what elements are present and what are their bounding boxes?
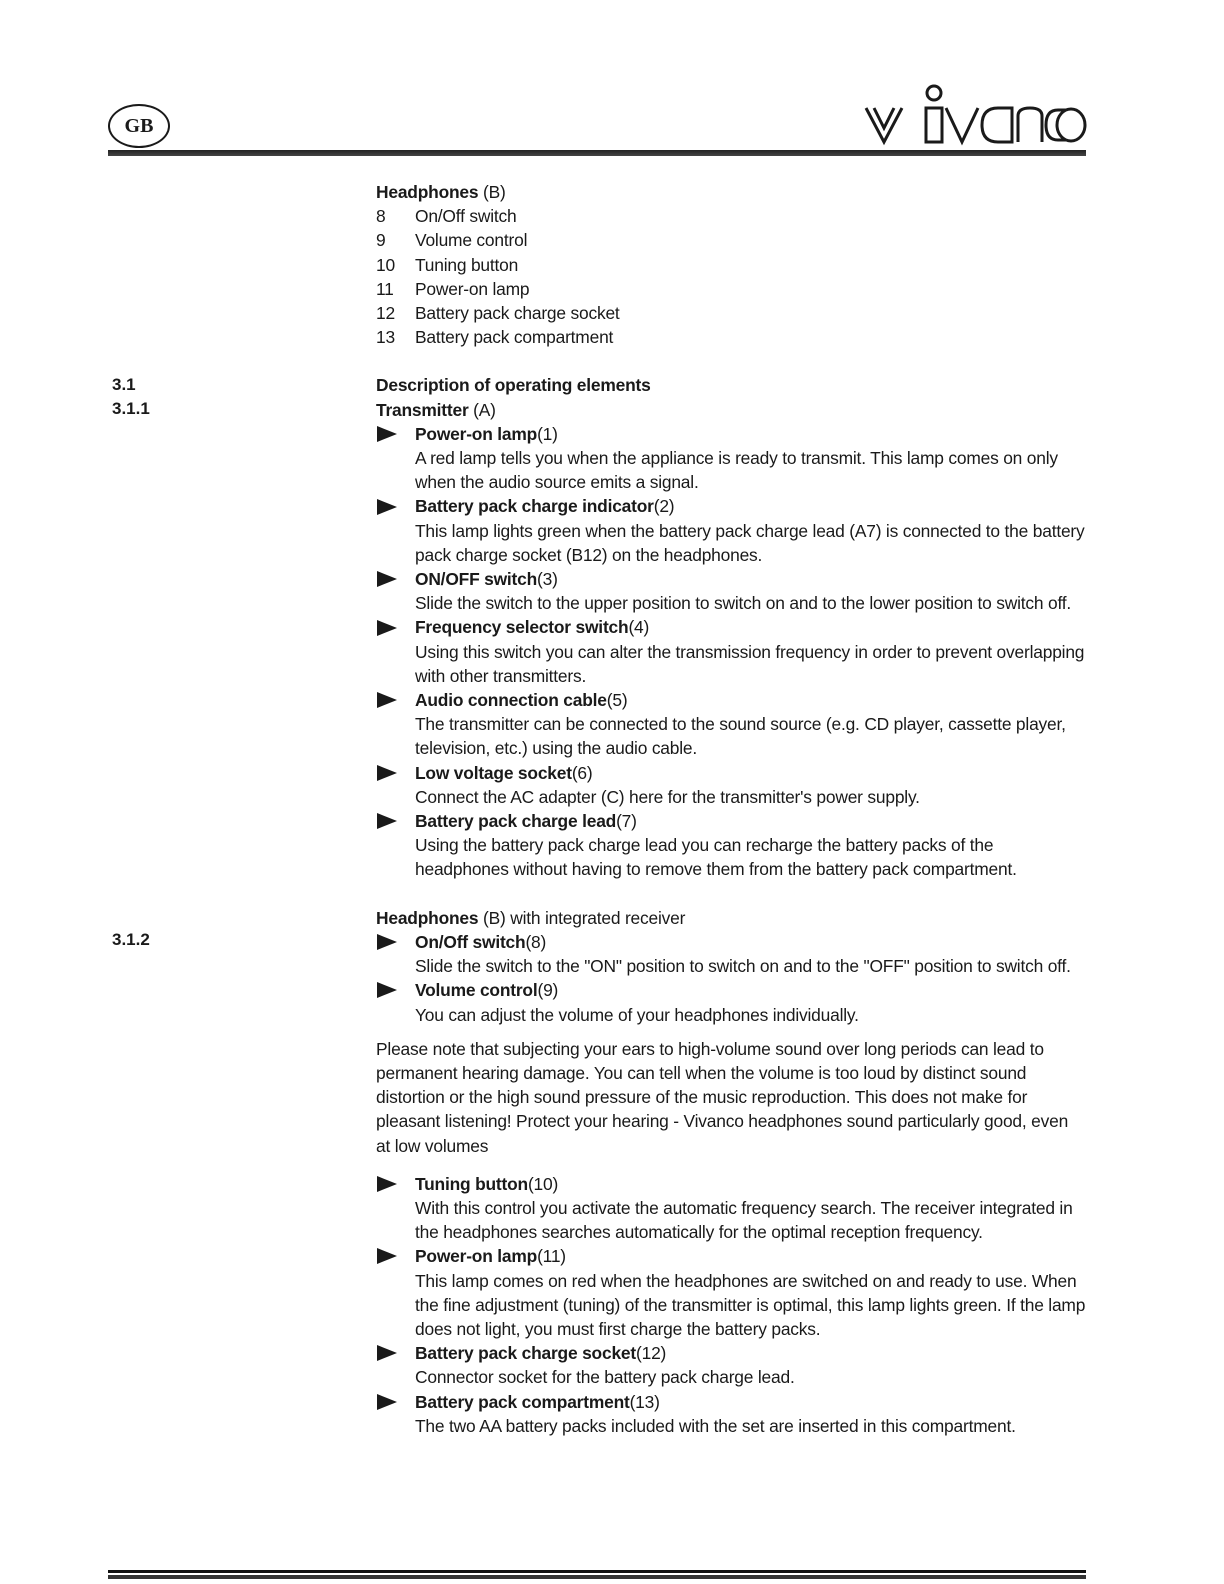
section-number-3-1: 3.1 [112,375,136,394]
entry-ref: (5) [606,690,628,711]
entry-description: Connector socket for the battery pack charge lead. [415,1367,795,1388]
headphones-entries-a [376,930,1086,1027]
entry-ref: (2) [653,496,675,517]
entry-description: Connect the AC adapter (C) here for the transmitter's power supply. [415,786,920,807]
content-column [376,180,1086,1438]
hearing-note: Please note that subjecting your ears to high-volume sound over long periods can lead to permanent hearing damage. You can tell when the volume is too loud by distinct sound distortion or the high sound pressure of the music reproduction. This does not make for pleasant listening! Protect your hearing - Vivanco headphones sound particularly good, even at low volumes [376,1038,1069,1156]
parts-list-item [376,277,1086,301]
element-entry [376,615,1086,688]
entry-heading [376,688,1086,712]
entry-heading [376,567,1086,591]
parts-list-number: 8 [376,206,386,227]
parts-list-number: 9 [376,230,386,251]
parts-list-label: Power-on lamp [415,278,530,299]
arrow-bullet-icon [376,1393,415,1411]
element-entry [376,688,1086,761]
section-title-3-1-1: Transmitter (A) [376,399,496,420]
entry-heading [376,978,1086,1002]
entry-heading [376,494,1086,518]
section-number-3-1-1: 3.1.1 [112,399,150,418]
entry-heading [376,1172,1086,1196]
entry-heading [376,1390,1086,1414]
element-entry [376,1341,1086,1389]
parts-list-item [376,325,1086,349]
entry-ref: (9) [537,980,559,1001]
parts-list-item [376,301,1086,325]
parts-list-number: 11 [376,278,394,299]
entry-ref: (4) [628,617,650,638]
element-entry [376,494,1086,567]
arrow-bullet-icon [376,764,415,782]
header-rule [108,150,1086,156]
entry-title: Tuning button [415,1173,528,1194]
entry-heading [376,615,1086,639]
entry-heading [376,1244,1086,1268]
element-entry [376,1172,1086,1245]
parts-list-label: Battery pack charge socket [415,303,620,324]
brand-logo [864,80,1088,150]
entry-title: Battery pack charge socket [415,1343,636,1364]
entry-heading [376,809,1086,833]
parts-list-label: Battery pack compartment [415,327,614,348]
entry-ref: (11) [537,1246,566,1267]
entry-title: Frequency selector switch [415,617,629,638]
entry-ref: (8) [525,931,547,952]
entry-ref: (13) [629,1391,660,1412]
arrow-bullet-icon [376,570,415,588]
arrow-bullet-icon [376,498,415,516]
arrow-bullet-icon [376,1175,415,1193]
parts-list-number: 12 [376,303,395,324]
entry-ref: (7) [616,811,637,832]
entry-ref: (12) [636,1343,667,1364]
arrow-bullet-icon [376,619,415,637]
element-entry [376,1244,1086,1341]
entry-ref: (3) [537,569,558,590]
entry-description: Slide the switch to the "ON" position to switch on and to the "OFF" position to switch off. [415,956,1071,977]
element-entry [376,567,1086,615]
entry-ref: (1) [537,423,558,444]
parts-list-number: 10 [376,254,395,275]
footer-rule [108,1570,1086,1579]
entry-description: This lamp comes on red when the headphones are switched on and ready to use. When the fine adjustment (tuning) of the transmitter is optimal, this lamp lights green. If the lamp does not light, you must first charge the battery packs. [415,1270,1086,1339]
arrow-bullet-icon [376,691,415,709]
element-entry [376,978,1086,1026]
entry-title: On/Off switch [415,931,526,952]
entry-description: The two AA battery packs included with the set are inserted in this compartment. [415,1415,1016,1436]
arrow-bullet-icon [376,981,415,999]
entry-description: A red lamp tells you when the appliance is ready to transmit. This lamp comes on only when the audio source emits a signal. [415,448,1058,493]
element-entry [376,1390,1086,1438]
arrow-bullet-icon [376,425,415,443]
entry-description: Using the battery pack charge lead you can recharge the battery packs of the headphones without having to remove them from the battery pack compartment. [415,835,1017,880]
section-number-3-1-2: 3.1.2 [112,930,150,949]
entry-title: Low voltage socket [415,762,572,783]
parts-list-heading: Headphones (B) [376,182,506,202]
parts-list-item [376,204,1086,228]
parts-list-number: 13 [376,327,395,348]
entry-description: Using this switch you can alter the transmission frequency in order to prevent overlapping with other transmitters. [415,641,1085,686]
entry-description: You can adjust the volume of your headphones individually. [415,1004,859,1025]
section-title-3-1-2: Headphones (B) with integrated receiver [376,907,686,928]
entry-heading [376,1341,1086,1365]
entry-heading [376,761,1086,785]
entry-title: Battery pack charge lead [415,811,617,832]
arrow-bullet-icon [376,1344,415,1362]
parts-list-label: Tuning button [415,254,519,275]
parts-list-label: Volume control [415,230,528,251]
entry-title: Volume control [415,980,538,1001]
element-entry [376,761,1086,809]
arrow-bullet-icon [376,1247,415,1265]
element-entry [376,809,1086,882]
brand-logo-text: vivanco [864,80,868,81]
entry-title: ON/OFF switch [415,569,538,590]
parts-list [376,180,1086,349]
entry-title: Battery pack compartment [415,1391,630,1412]
element-entry [376,930,1086,978]
country-badge-label: GB [124,114,154,137]
country-badge [108,104,170,148]
arrow-bullet-icon [376,812,415,830]
entry-heading [376,930,1086,954]
entry-description: Slide the switch to the upper position to switch on and to the lower position to switch off. [415,593,1072,614]
parts-list-label: On/Off switch [415,206,517,227]
entry-title: Audio connection cable [415,690,607,711]
entry-title: Power-on lamp [415,423,538,444]
entry-heading [376,422,1086,446]
entry-title: Battery pack charge indicator [415,496,654,517]
entry-ref: (10) [527,1173,559,1194]
arrow-bullet-icon [376,933,415,951]
entry-description: The transmitter can be connected to the sound source (e.g. CD player, cassette player, television, etc.) using the audio cable. [415,714,1066,759]
entry-description: This lamp lights green when the battery pack charge lead (A7) is connected to the battery pack charge socket (B12) on the headphones. [415,520,1085,565]
parts-list-item [376,228,1086,252]
transmitter-entries [376,422,1086,882]
element-entry [376,422,1086,495]
headphones-entries-b [376,1172,1086,1438]
entry-description: With this control you activate the automatic frequency search. The receiver integrated in the headphones searches automatically for the optimal reception frequency. [415,1197,1073,1243]
parts-list-item [376,253,1086,277]
section-title-3-1: Description of operating elements [376,375,651,396]
entry-ref: (6) [571,762,593,783]
entry-title: Power-on lamp [415,1246,538,1267]
